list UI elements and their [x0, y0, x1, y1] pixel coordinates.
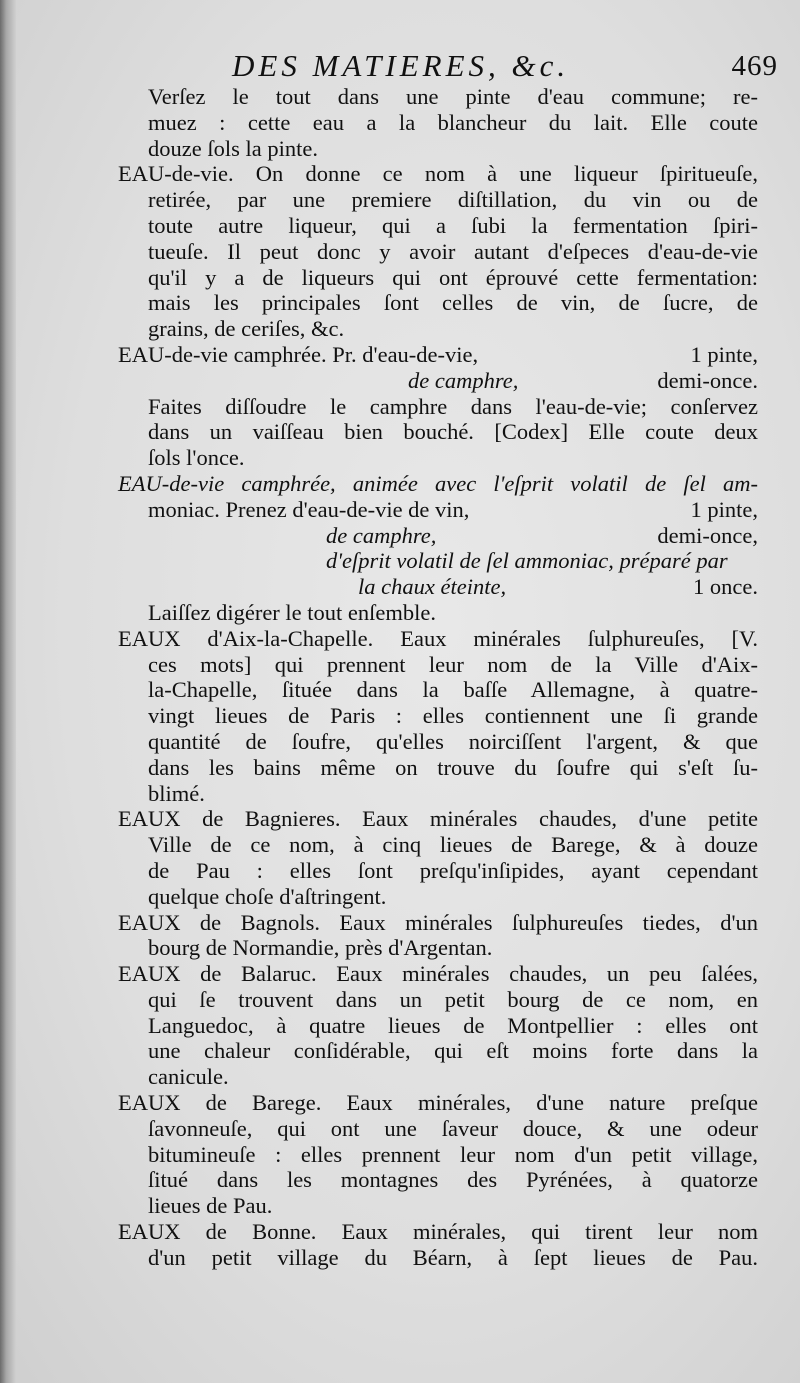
recipe-quantity: 1 once.: [693, 574, 758, 600]
recipe-quantity: 1 pinte,: [690, 341, 758, 367]
text-line: quantité de ſoufre, qu'elles noirciſſent l'argent, & que: [148, 728, 758, 754]
recipe-quantity: 1 pinte,: [690, 496, 758, 522]
entry-eau-de-vie-camphree: [118, 342, 758, 368]
text-line: lieues de Pau.: [148, 1193, 273, 1219]
recipe-row: [118, 497, 758, 523]
text-line: toute autre liqueur, qui a ſubi la fermentation ſpiri-: [148, 212, 758, 238]
recipe-ingredient: de camphre,: [326, 522, 437, 548]
entry-eaux-aix-la-chapelle: EAUX d'Aix-la-Chapelle. Eaux minérales ſulphureuſes, [V.: [118, 625, 758, 651]
recipe-row: [118, 574, 758, 600]
entry-eau-de-vie: EAU-de-vie. On donne ce nom à une liqueur ſpiritueuſe,: [118, 161, 758, 187]
text-line: tueuſe. Il peut donc y avoir autant d'eſpeces d'eau-de-vie: [148, 238, 758, 264]
text-line: ſavonneuſe, qui ont une ſaveur douce, & une odeur: [148, 1115, 758, 1141]
recipe-quantity: demi-once.: [657, 367, 758, 393]
running-head-title: DES MATIERES, &c.: [232, 48, 570, 83]
page-body: [118, 84, 758, 1271]
recipe-ingredient: la chaux éteinte,: [358, 574, 507, 600]
page-number: 469: [731, 50, 778, 82]
text-line: qui ſe trouvent dans un petit bourg de ce nom, en: [148, 986, 758, 1012]
text-line: bourg de Normandie, près d'Argentan.: [148, 935, 493, 961]
text-line: retirée, par une premiere diſtillation, du vin ou de: [148, 187, 758, 213]
text-line: Verſez le tout dans une pinte d'eau commune; re-: [148, 84, 758, 109]
recipe-ingredient: de camphre,: [408, 367, 519, 393]
text-line: canicule.: [148, 1064, 229, 1090]
recipe-row: [118, 523, 758, 549]
entry-eaux-bagnieres: EAUX de Bagnieres. Eaux minérales chaudes, d'une petite: [118, 806, 758, 832]
entry-eau-de-vie-camphree-animee: EAU-de-vie camphrée, animée avec l'eſprit volatil de ſel am-: [118, 470, 758, 496]
text-line: dans un vaiſſeau bien bouché. [Codex] Elle coute deux: [148, 419, 758, 445]
recipe-row: [118, 548, 758, 574]
recipe-heading: EAU-de-vie camphrée. Pr. d'eau-de-vie,: [118, 341, 479, 367]
entry-eaux-bonne: EAUX de Bonne. Eaux minérales, qui tirent leur nom: [118, 1219, 758, 1245]
text-line: ſitué dans les montagnes des Pyrénées, à quatorze: [148, 1167, 758, 1193]
entry-eaux-barege: EAUX de Barege. Eaux minérales, d'une nature preſque: [118, 1090, 758, 1116]
text-line: douze ſols la pinte.: [148, 135, 318, 161]
text-line: Laiſſez digérer le tout enſemble.: [148, 599, 436, 625]
running-head: [232, 48, 778, 84]
recipe-row: [118, 368, 758, 394]
text-line: Ville de ce nom, à cinq lieues de Barege, & à douze: [148, 832, 758, 858]
text-line: dans les bains même on trouve du ſoufre qui s'eſt ſu-: [148, 754, 758, 780]
recipe-heading: moniac. Prenez d'eau-de-vie de vin,: [148, 496, 470, 522]
binding-gutter-shadow: [0, 0, 16, 1383]
text-line: muez : cette eau a la blancheur du lait. Elle coute: [148, 109, 758, 135]
text-line: d'un petit village du Béarn, à ſept lieues de Pau.: [148, 1244, 758, 1270]
recipe-quantity: demi-once,: [657, 522, 758, 548]
text-line: une chaleur conſidérable, qui eſt moins forte dans la: [148, 1038, 758, 1064]
recipe-ingredient: d'eſprit volatil de ſel ammoniac, préparé par: [326, 548, 728, 574]
entry-eaux-balaruc: EAUX de Balaruc. Eaux minérales chaudes, un peu ſalées,: [118, 961, 758, 987]
text-line: vingt lieues de Paris : elles contiennent une ſi grande: [148, 703, 758, 729]
text-line: mais les principales ſont celles de vin, de ſucre, de: [148, 290, 758, 316]
text-line: la-Chapelle, ſituée dans la baſſe Allemagne, à quatre-: [148, 677, 758, 703]
text-line: Faites diſſoudre le camphre dans l'eau-de-vie; conſervez: [148, 393, 758, 419]
text-line: bitumineuſe : elles prennent leur nom d'un petit village,: [148, 1141, 758, 1167]
entry-eaux-bagnols: EAUX de Bagnols. Eaux minérales ſulphureuſes tiedes, d'un: [118, 909, 758, 935]
text-line: Languedoc, à quatre lieues de Montpellier : elles ont: [148, 1012, 758, 1038]
text-line: qu'il y a de liqueurs qui ont éprouvé cette fermentation:: [148, 264, 758, 290]
text-line: de Pau : elles ſont preſqu'inſipides, ayant cependant: [148, 857, 758, 883]
text-line: ces mots] qui prennent leur nom de la Ville d'Aix-: [148, 651, 758, 677]
text-line: blimé.: [148, 780, 205, 806]
text-line: ſols l'once.: [148, 445, 245, 471]
text-line: quelque choſe d'aſtringent.: [148, 883, 387, 909]
text-line: grains, de ceriſes, &c.: [148, 316, 345, 342]
